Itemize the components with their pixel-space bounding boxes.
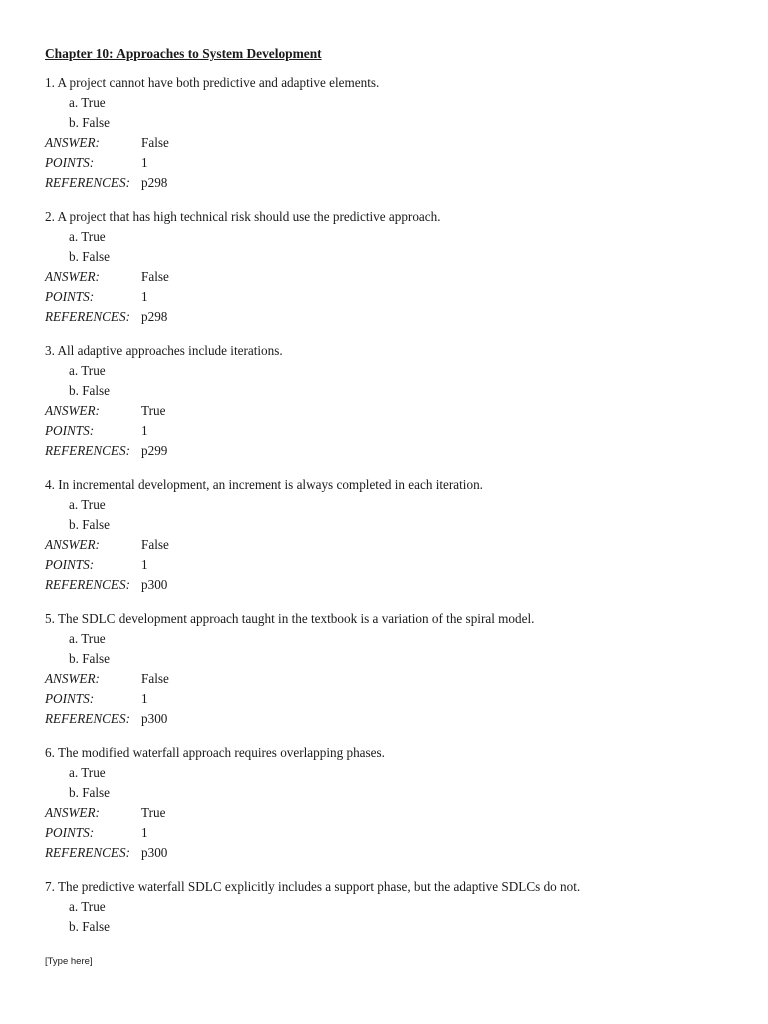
points-label: POINTS: [45,155,95,170]
references-row [45,173,735,193]
references-label: REFERENCES: [45,845,130,860]
references-value: p300 [141,577,168,592]
references-label: REFERENCES: [45,577,130,592]
points-label: POINTS: [45,691,95,706]
question-text: 2. A project that has high technical risk should use the predictive approach. [45,209,441,224]
references-value: p298 [141,175,168,190]
references-label: REFERENCES: [45,175,130,190]
question-text: 5. The SDLC development approach taught in the textbook is a variation of the spiral model. [45,611,535,626]
document-page [45,44,735,951]
answer-label: ANSWER: [45,135,100,150]
question-block [45,877,735,937]
points-label: POINTS: [45,289,95,304]
points-row [45,421,735,441]
references-label: REFERENCES: [45,309,130,324]
option-b: b. False [69,115,111,130]
points-label: POINTS: [45,557,95,572]
option-a: a. True [69,765,106,780]
question-block [45,609,735,729]
option-b: b. False [69,517,111,532]
page-footer: [Type here] [45,956,93,967]
answer-value: True [141,403,166,418]
points-value: 1 [141,691,148,706]
answer-row [45,535,735,555]
references-row [45,843,735,863]
points-row [45,287,735,307]
references-label: REFERENCES: [45,711,130,726]
answer-value: False [141,537,169,552]
option-a: a. True [69,363,106,378]
references-value: p299 [141,443,168,458]
answer-label: ANSWER: [45,805,100,820]
answer-label: ANSWER: [45,537,100,552]
answer-row [45,267,735,287]
points-value: 1 [141,155,148,170]
references-value: p300 [141,711,168,726]
question-block [45,341,735,461]
option-b: b. False [69,651,111,666]
answer-row [45,803,735,823]
chapter-title: Chapter 10: Approaches to System Development [45,46,322,61]
points-value: 1 [141,557,148,572]
points-value: 1 [141,289,148,304]
option-b: b. False [69,919,111,934]
question-text: 6. The modified waterfall approach requires overlapping phases. [45,745,385,760]
answer-row [45,669,735,689]
references-row [45,709,735,729]
answer-value: True [141,805,166,820]
references-label: REFERENCES: [45,443,130,458]
option-a: a. True [69,95,106,110]
question-block [45,73,735,193]
question-block [45,475,735,595]
references-value: p298 [141,309,168,324]
option-b: b. False [69,785,111,800]
answer-label: ANSWER: [45,403,100,418]
question-block [45,207,735,327]
references-row [45,307,735,327]
answer-row [45,401,735,421]
references-row [45,441,735,461]
answer-value: False [141,135,169,150]
option-b: b. False [69,249,111,264]
option-a: a. True [69,631,106,646]
points-row [45,689,735,709]
question-text: 1. A project cannot have both predictive and adaptive elements. [45,75,380,90]
option-a: a. True [69,899,106,914]
question-text: 4. In incremental development, an increment is always completed in each iteration. [45,477,483,492]
question-text: 7. The predictive waterfall SDLC explicitly includes a support phase, but the adaptive SDLCs do not. [45,879,581,894]
points-row [45,823,735,843]
option-a: a. True [69,229,106,244]
points-row [45,153,735,173]
question-text: 3. All adaptive approaches include iterations. [45,343,283,358]
answer-value: False [141,269,169,284]
points-label: POINTS: [45,825,95,840]
option-a: a. True [69,497,106,512]
references-row [45,575,735,595]
points-label: POINTS: [45,423,95,438]
points-row [45,555,735,575]
answer-value: False [141,671,169,686]
points-value: 1 [141,423,148,438]
question-block [45,743,735,863]
answer-label: ANSWER: [45,269,100,284]
references-value: p300 [141,845,168,860]
option-b: b. False [69,383,111,398]
answer-label: ANSWER: [45,671,100,686]
points-value: 1 [141,825,148,840]
answer-row [45,133,735,153]
